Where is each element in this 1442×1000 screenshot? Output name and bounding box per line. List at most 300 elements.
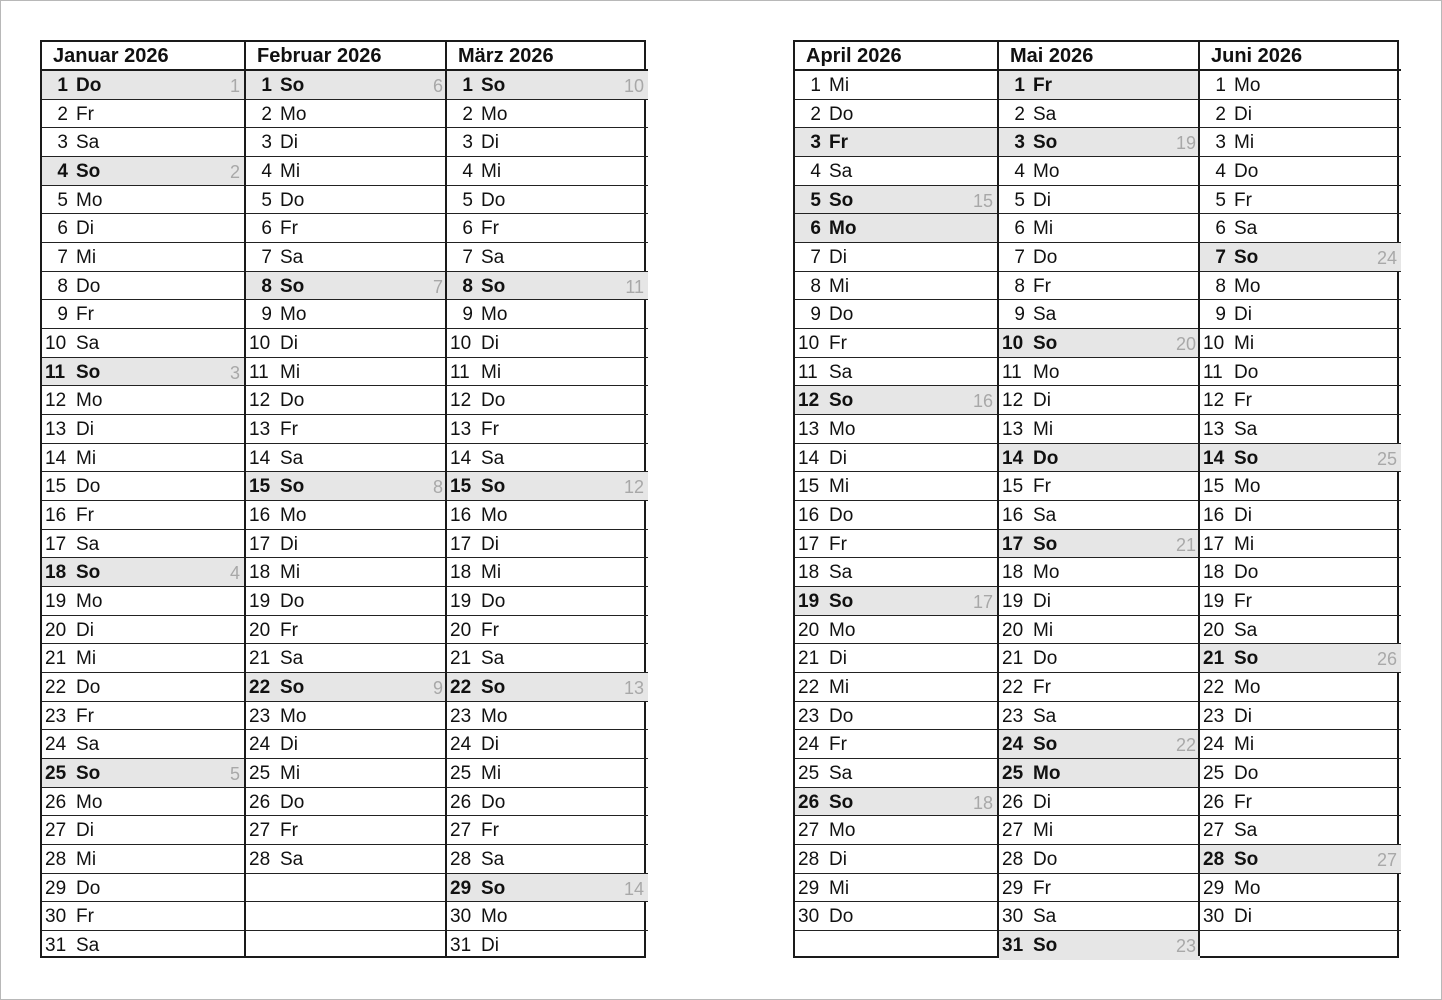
weekday-label: Mo bbox=[1234, 75, 1261, 96]
day-number: 28 bbox=[1002, 849, 1024, 871]
weekday-label: Mi bbox=[280, 562, 301, 584]
day-number: 18 bbox=[1002, 562, 1024, 584]
month-column bbox=[445, 42, 648, 956]
day-number: 12 bbox=[450, 390, 472, 412]
week-number: 24 bbox=[1376, 248, 1397, 269]
day-number: 20 bbox=[45, 619, 67, 641]
day-number: 27 bbox=[450, 820, 472, 842]
day-row bbox=[1200, 874, 1401, 903]
day-row bbox=[42, 157, 244, 186]
day-number: 11 bbox=[798, 361, 818, 383]
day-number: 16 bbox=[798, 505, 820, 527]
weekday-label: Mo bbox=[280, 505, 307, 527]
weekday-label: So bbox=[481, 275, 506, 297]
day-row bbox=[999, 214, 1200, 243]
weekday-label: Mi bbox=[481, 361, 502, 383]
day-row bbox=[246, 673, 447, 702]
day-number: 29 bbox=[1203, 877, 1225, 899]
day-row bbox=[999, 759, 1200, 788]
week-number: 14 bbox=[623, 878, 644, 899]
weekday-label: Do bbox=[829, 304, 854, 326]
weekday-label: Mi bbox=[76, 648, 97, 670]
weekday-label: Fr bbox=[829, 734, 847, 756]
weekday-label: Di bbox=[1234, 103, 1252, 125]
weekday-label: Do bbox=[1033, 447, 1059, 469]
day-row bbox=[447, 902, 648, 931]
day-row bbox=[999, 730, 1200, 759]
day-row bbox=[42, 644, 244, 673]
day-number: 3 bbox=[1215, 132, 1226, 154]
day-row bbox=[447, 415, 648, 444]
weekday-label: Mo bbox=[1234, 275, 1261, 297]
weekday-label: Fr bbox=[829, 333, 847, 355]
day-number: 1 bbox=[1014, 75, 1025, 96]
day-row bbox=[999, 358, 1200, 387]
day-number: 13 bbox=[249, 419, 271, 441]
weekday-label: Do bbox=[76, 677, 101, 699]
day-number: 2 bbox=[1215, 103, 1226, 125]
week-number: 18 bbox=[972, 792, 993, 813]
day-number: 4 bbox=[462, 161, 473, 183]
day-row bbox=[42, 530, 244, 559]
day-row bbox=[1200, 71, 1401, 100]
weekday-label: Di bbox=[76, 419, 94, 441]
day-number: 6 bbox=[57, 218, 68, 240]
weekday-label: Do bbox=[1234, 763, 1259, 785]
day-row bbox=[42, 186, 244, 215]
day-row bbox=[1200, 272, 1401, 301]
day-number: 24 bbox=[1203, 734, 1225, 756]
day-row bbox=[42, 845, 244, 874]
weekday-label: So bbox=[1234, 447, 1259, 469]
day-number: 3 bbox=[57, 132, 68, 154]
month-column bbox=[42, 42, 244, 956]
day-number: 8 bbox=[57, 275, 68, 297]
day-number: 2 bbox=[261, 103, 272, 125]
day-row bbox=[1200, 415, 1401, 444]
weekday-label: Mi bbox=[1234, 333, 1255, 355]
day-row bbox=[1200, 100, 1401, 129]
weekday-label: Mo bbox=[481, 505, 508, 527]
day-row bbox=[447, 329, 648, 358]
weekday-label: Di bbox=[280, 533, 298, 555]
weekday-label: So bbox=[76, 763, 101, 785]
day-row bbox=[999, 71, 1200, 100]
day-number: 12 bbox=[798, 390, 820, 412]
empty-row bbox=[1200, 931, 1401, 960]
day-number: 23 bbox=[249, 705, 271, 727]
day-row bbox=[246, 702, 447, 731]
weekday-label: Mi bbox=[1033, 218, 1054, 240]
day-number: 31 bbox=[1002, 935, 1024, 957]
day-row bbox=[246, 472, 447, 501]
day-number: 13 bbox=[450, 419, 472, 441]
weekday-label: Sa bbox=[280, 648, 304, 670]
day-row bbox=[246, 845, 447, 874]
day-number: 16 bbox=[1203, 505, 1225, 527]
weekday-label: Do bbox=[829, 705, 854, 727]
weekday-label: Fr bbox=[481, 218, 499, 240]
day-row bbox=[447, 644, 648, 673]
day-number: 6 bbox=[462, 218, 473, 240]
day-row bbox=[1200, 587, 1401, 616]
weekday-label: Mi bbox=[76, 247, 97, 269]
day-number: 9 bbox=[1014, 304, 1025, 326]
weekday-label: Mi bbox=[829, 677, 850, 699]
day-row bbox=[246, 214, 447, 243]
weekday-label: Sa bbox=[829, 562, 853, 584]
day-row bbox=[999, 272, 1200, 301]
day-number: 6 bbox=[261, 218, 272, 240]
weekday-label: Di bbox=[76, 218, 94, 240]
day-row bbox=[1200, 186, 1401, 215]
weekday-label: Di bbox=[1033, 791, 1051, 813]
day-row bbox=[999, 874, 1200, 903]
day-row bbox=[1200, 816, 1401, 845]
day-row bbox=[1200, 157, 1401, 186]
day-number: 9 bbox=[462, 304, 473, 326]
day-number: 14 bbox=[1002, 447, 1024, 469]
weekday-label: Fr bbox=[829, 533, 847, 555]
day-row bbox=[795, 472, 997, 501]
day-number: 3 bbox=[1014, 132, 1025, 154]
day-number: 18 bbox=[45, 562, 67, 584]
day-number: 10 bbox=[1002, 333, 1024, 355]
day-number: 4 bbox=[810, 161, 821, 183]
day-row bbox=[447, 272, 648, 301]
day-number: 25 bbox=[249, 763, 271, 785]
day-row bbox=[246, 816, 447, 845]
day-number: 29 bbox=[1002, 877, 1024, 899]
day-number: 18 bbox=[450, 562, 472, 584]
day-row bbox=[999, 243, 1200, 272]
day-list bbox=[999, 71, 1200, 960]
week-number: 8 bbox=[432, 477, 443, 498]
day-row bbox=[447, 100, 648, 129]
weekday-label: Sa bbox=[481, 648, 505, 670]
weekday-label: Mo bbox=[829, 218, 857, 240]
day-number: 9 bbox=[57, 304, 68, 326]
weekday-label: So bbox=[76, 562, 101, 584]
day-row bbox=[1200, 558, 1401, 587]
day-number: 24 bbox=[249, 734, 271, 756]
day-number: 2 bbox=[1014, 103, 1025, 125]
day-number: 17 bbox=[1002, 533, 1024, 555]
day-row bbox=[42, 100, 244, 129]
day-number: 18 bbox=[1203, 562, 1225, 584]
day-number: 25 bbox=[45, 763, 67, 785]
day-row bbox=[447, 243, 648, 272]
week-number: 3 bbox=[229, 362, 240, 383]
day-row bbox=[1200, 702, 1401, 731]
day-number: 1 bbox=[810, 75, 821, 96]
weekday-label: So bbox=[1234, 849, 1259, 871]
day-row bbox=[1200, 329, 1401, 358]
weekday-label: So bbox=[1033, 333, 1058, 355]
month-column bbox=[997, 42, 1200, 956]
weekday-label: Fr bbox=[481, 820, 499, 842]
day-number: 27 bbox=[798, 820, 820, 842]
day-number: 23 bbox=[1203, 705, 1225, 727]
day-number: 10 bbox=[249, 333, 271, 355]
empty-row bbox=[246, 874, 447, 903]
day-row bbox=[1200, 128, 1401, 157]
day-number: 2 bbox=[57, 103, 68, 125]
weekday-label: Mi bbox=[829, 476, 850, 498]
day-row bbox=[447, 186, 648, 215]
day-row bbox=[999, 616, 1200, 645]
day-row bbox=[795, 243, 997, 272]
weekday-label: Mi bbox=[829, 275, 850, 297]
day-number: 10 bbox=[45, 333, 67, 355]
weekday-label: Di bbox=[829, 849, 847, 871]
day-number: 24 bbox=[45, 734, 67, 756]
day-row bbox=[1200, 444, 1401, 473]
day-number: 3 bbox=[810, 132, 821, 154]
day-number: 3 bbox=[462, 132, 473, 154]
day-number: 12 bbox=[249, 390, 271, 412]
day-row bbox=[1200, 472, 1401, 501]
day-number: 1 bbox=[1215, 75, 1226, 96]
day-number: 26 bbox=[1002, 791, 1024, 813]
weekday-label: Mo bbox=[76, 791, 103, 813]
weekday-label: Sa bbox=[481, 849, 505, 871]
day-row bbox=[246, 329, 447, 358]
weekday-label: Sa bbox=[829, 161, 853, 183]
day-row bbox=[999, 845, 1200, 874]
week-number: 25 bbox=[1376, 448, 1397, 469]
day-row bbox=[42, 128, 244, 157]
day-row bbox=[795, 128, 997, 157]
day-row bbox=[246, 272, 447, 301]
weekday-label: Di bbox=[1033, 591, 1051, 613]
day-number: 15 bbox=[45, 476, 67, 498]
day-row bbox=[246, 300, 447, 329]
weekday-label: Sa bbox=[76, 935, 100, 957]
day-row bbox=[795, 702, 997, 731]
weekday-label: So bbox=[280, 677, 305, 699]
day-number: 22 bbox=[45, 677, 67, 699]
day-row bbox=[246, 415, 447, 444]
day-row bbox=[42, 673, 244, 702]
day-list bbox=[42, 71, 244, 960]
day-number: 23 bbox=[450, 705, 472, 727]
weekday-label: Mo bbox=[76, 189, 103, 211]
week-number: 4 bbox=[229, 563, 240, 584]
day-row bbox=[999, 644, 1200, 673]
day-number: 2 bbox=[462, 103, 473, 125]
day-number: 1 bbox=[261, 75, 272, 96]
day-row bbox=[447, 931, 648, 960]
day-row bbox=[42, 71, 244, 100]
day-row bbox=[447, 730, 648, 759]
day-number: 15 bbox=[450, 476, 472, 498]
week-number: 5 bbox=[229, 764, 240, 785]
day-row bbox=[447, 386, 648, 415]
day-row bbox=[246, 530, 447, 559]
day-row bbox=[246, 759, 447, 788]
day-number: 20 bbox=[1203, 619, 1225, 641]
day-row bbox=[795, 644, 997, 673]
day-row bbox=[795, 157, 997, 186]
day-number: 12 bbox=[1203, 390, 1225, 412]
day-number: 29 bbox=[798, 877, 820, 899]
day-number: 6 bbox=[810, 218, 821, 240]
day-number: 4 bbox=[1014, 161, 1025, 183]
calendar-block-jan-mar bbox=[40, 40, 646, 958]
weekday-label: Di bbox=[481, 935, 499, 957]
weekday-label: Mo bbox=[481, 304, 508, 326]
day-number: 9 bbox=[261, 304, 272, 326]
weekday-label: Sa bbox=[1033, 906, 1057, 928]
day-number: 5 bbox=[57, 189, 68, 211]
day-row bbox=[42, 415, 244, 444]
day-number: 18 bbox=[249, 562, 271, 584]
weekday-label: So bbox=[481, 877, 506, 899]
day-number: 8 bbox=[1215, 275, 1226, 297]
day-number: 16 bbox=[450, 505, 472, 527]
weekday-label: Do bbox=[76, 877, 101, 899]
day-number: 11 bbox=[1002, 361, 1022, 383]
day-number: 28 bbox=[45, 849, 67, 871]
month-title: Juni 2026 bbox=[1200, 42, 1401, 71]
day-number: 15 bbox=[249, 476, 271, 498]
weekday-label: Mo bbox=[280, 103, 307, 125]
day-number: 3 bbox=[261, 132, 272, 154]
day-number: 7 bbox=[1014, 247, 1025, 269]
day-number: 20 bbox=[798, 619, 820, 641]
weekday-label: Di bbox=[829, 648, 847, 670]
month-column bbox=[244, 42, 447, 956]
day-number: 1 bbox=[462, 75, 473, 96]
weekday-label: Di bbox=[280, 132, 298, 154]
day-number: 22 bbox=[1203, 677, 1225, 699]
day-row bbox=[42, 300, 244, 329]
day-row bbox=[999, 472, 1200, 501]
weekday-label: Di bbox=[829, 447, 847, 469]
day-number: 21 bbox=[45, 648, 67, 670]
day-number: 7 bbox=[261, 247, 272, 269]
day-row bbox=[795, 100, 997, 129]
weekday-label: Mo bbox=[829, 820, 856, 842]
weekday-label: Do bbox=[280, 591, 305, 613]
day-row bbox=[1200, 788, 1401, 817]
day-row bbox=[795, 730, 997, 759]
weekday-label: Mi bbox=[1234, 734, 1255, 756]
day-number: 7 bbox=[810, 247, 821, 269]
week-number: 2 bbox=[229, 162, 240, 183]
day-row bbox=[795, 214, 997, 243]
day-row bbox=[447, 358, 648, 387]
day-number: 8 bbox=[810, 275, 821, 297]
day-number: 22 bbox=[249, 677, 271, 699]
weekday-label: Mi bbox=[280, 763, 301, 785]
weekday-label: Mo bbox=[481, 906, 508, 928]
weekday-label: So bbox=[1033, 935, 1058, 957]
weekday-label: Fr bbox=[1234, 591, 1252, 613]
weekday-label: Mo bbox=[1033, 161, 1060, 183]
day-row bbox=[246, 444, 447, 473]
day-row bbox=[1200, 902, 1401, 931]
day-row bbox=[42, 386, 244, 415]
weekday-label: Mi bbox=[1234, 132, 1255, 154]
weekday-label: Mo bbox=[280, 705, 307, 727]
day-row bbox=[447, 788, 648, 817]
weekday-label: Fr bbox=[1234, 390, 1252, 412]
month-title: März 2026 bbox=[447, 42, 648, 71]
day-row bbox=[447, 501, 648, 530]
day-number: 22 bbox=[450, 677, 472, 699]
day-number: 8 bbox=[261, 275, 272, 297]
weekday-label: Mi bbox=[280, 361, 301, 383]
weekday-label: Do bbox=[1234, 161, 1259, 183]
day-number: 4 bbox=[57, 161, 68, 183]
day-number: 5 bbox=[810, 189, 821, 211]
day-row bbox=[999, 558, 1200, 587]
day-row bbox=[42, 788, 244, 817]
day-row bbox=[42, 587, 244, 616]
day-row bbox=[42, 759, 244, 788]
weekday-label: So bbox=[481, 476, 506, 498]
day-row bbox=[246, 186, 447, 215]
weekday-label: So bbox=[1033, 533, 1058, 555]
day-row bbox=[42, 214, 244, 243]
weekday-label: Fr bbox=[280, 820, 298, 842]
day-number: 22 bbox=[1002, 677, 1024, 699]
weekday-label: So bbox=[1234, 247, 1259, 269]
day-row bbox=[246, 730, 447, 759]
day-row bbox=[795, 759, 997, 788]
day-number: 14 bbox=[450, 447, 472, 469]
day-row bbox=[795, 358, 997, 387]
day-row bbox=[42, 444, 244, 473]
day-list bbox=[246, 71, 447, 960]
day-row bbox=[246, 243, 447, 272]
day-row bbox=[246, 386, 447, 415]
week-number: 23 bbox=[1175, 936, 1196, 957]
weekday-label: Mo bbox=[1033, 562, 1060, 584]
weekday-label: Di bbox=[1033, 189, 1051, 211]
weekday-label: Sa bbox=[1234, 218, 1258, 240]
weekday-label: Fr bbox=[76, 906, 94, 928]
weekday-label: So bbox=[829, 189, 854, 211]
day-number: 25 bbox=[1002, 763, 1024, 785]
weekday-label: Do bbox=[76, 275, 101, 297]
day-row bbox=[999, 816, 1200, 845]
weekday-label: Sa bbox=[1033, 304, 1057, 326]
day-number: 26 bbox=[798, 791, 820, 813]
weekday-label: Fr bbox=[76, 705, 94, 727]
day-number: 19 bbox=[249, 591, 271, 613]
weekday-label: Do bbox=[481, 591, 506, 613]
day-row bbox=[999, 300, 1200, 329]
day-number: 23 bbox=[45, 705, 67, 727]
weekday-label: Di bbox=[1234, 304, 1252, 326]
day-row bbox=[1200, 501, 1401, 530]
weekday-label: Di bbox=[481, 533, 499, 555]
weekday-label: Fr bbox=[481, 419, 499, 441]
day-number: 21 bbox=[798, 648, 820, 670]
day-number: 21 bbox=[450, 648, 472, 670]
weekday-label: Mi bbox=[1033, 820, 1054, 842]
month-title: Mai 2026 bbox=[999, 42, 1200, 71]
weekday-label: Di bbox=[280, 333, 298, 355]
weekday-label: Di bbox=[481, 734, 499, 756]
day-number: 15 bbox=[798, 476, 820, 498]
weekday-label: Fr bbox=[481, 619, 499, 641]
day-row bbox=[42, 272, 244, 301]
day-number: 28 bbox=[798, 849, 820, 871]
